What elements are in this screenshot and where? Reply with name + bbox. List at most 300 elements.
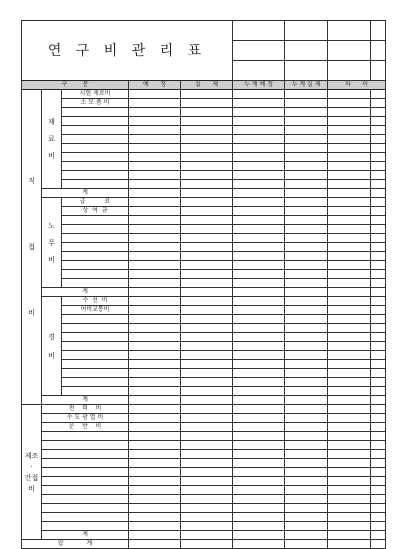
value-cell[interactable]: [328, 540, 371, 549]
item-cell[interactable]: [62, 333, 129, 342]
value-cell[interactable]: [181, 441, 233, 450]
value-cell[interactable]: [285, 540, 328, 549]
value-cell[interactable]: [371, 99, 386, 108]
value-cell[interactable]: [181, 531, 233, 540]
value-cell[interactable]: [371, 90, 386, 99]
approval-cell[interactable]: [233, 41, 285, 61]
value-cell[interactable]: [129, 171, 181, 180]
approval-cell[interactable]: [285, 41, 328, 61]
value-cell[interactable]: [371, 180, 386, 189]
value-cell[interactable]: [285, 513, 328, 522]
value-cell[interactable]: [371, 189, 386, 198]
value-cell[interactable]: [285, 504, 328, 513]
value-cell[interactable]: [328, 432, 371, 441]
approval-cell[interactable]: [328, 21, 371, 41]
value-cell[interactable]: [285, 378, 328, 387]
item-cell[interactable]: [62, 261, 129, 270]
value-cell[interactable]: [371, 387, 386, 396]
value-cell[interactable]: [328, 216, 371, 225]
value-cell[interactable]: [328, 414, 371, 423]
value-cell[interactable]: [371, 306, 386, 315]
value-cell[interactable]: [129, 144, 181, 153]
value-cell[interactable]: [285, 477, 328, 486]
value-cell[interactable]: [285, 144, 328, 153]
value-cell[interactable]: [233, 261, 285, 270]
value-cell[interactable]: [285, 342, 328, 351]
value-cell[interactable]: [233, 225, 285, 234]
value-cell[interactable]: [181, 369, 233, 378]
value-cell[interactable]: [233, 522, 285, 531]
value-cell[interactable]: [233, 360, 285, 369]
value-cell[interactable]: [181, 225, 233, 234]
value-cell[interactable]: [233, 423, 285, 432]
value-cell[interactable]: [371, 369, 386, 378]
value-cell[interactable]: [181, 477, 233, 486]
item-cell[interactable]: [62, 324, 129, 333]
value-cell[interactable]: [129, 396, 181, 405]
value-cell[interactable]: [129, 153, 181, 162]
value-cell[interactable]: [285, 189, 328, 198]
value-cell[interactable]: [129, 387, 181, 396]
value-cell[interactable]: [181, 180, 233, 189]
value-cell[interactable]: [181, 108, 233, 117]
value-cell[interactable]: [371, 144, 386, 153]
value-cell[interactable]: [285, 261, 328, 270]
value-cell[interactable]: [285, 387, 328, 396]
value-cell[interactable]: [285, 324, 328, 333]
value-cell[interactable]: [371, 126, 386, 135]
value-cell[interactable]: [233, 207, 285, 216]
value-cell[interactable]: [371, 108, 386, 117]
value-cell[interactable]: [181, 243, 233, 252]
value-cell[interactable]: [371, 198, 386, 207]
value-cell[interactable]: [328, 423, 371, 432]
value-cell[interactable]: [181, 522, 233, 531]
value-cell[interactable]: [371, 495, 386, 504]
value-cell[interactable]: [371, 432, 386, 441]
value-cell[interactable]: [233, 306, 285, 315]
value-cell[interactable]: [181, 423, 233, 432]
value-cell[interactable]: [129, 162, 181, 171]
value-cell[interactable]: [328, 369, 371, 378]
value-cell[interactable]: [129, 441, 181, 450]
value-cell[interactable]: [328, 378, 371, 387]
value-cell[interactable]: [285, 99, 328, 108]
value-cell[interactable]: [233, 243, 285, 252]
item-cell[interactable]: [62, 279, 129, 288]
value-cell[interactable]: [371, 252, 386, 261]
value-cell[interactable]: [285, 468, 328, 477]
value-cell[interactable]: [181, 333, 233, 342]
value-cell[interactable]: [233, 126, 285, 135]
value-cell[interactable]: [371, 279, 386, 288]
value-cell[interactable]: [233, 279, 285, 288]
value-cell[interactable]: [285, 216, 328, 225]
value-cell[interactable]: [129, 504, 181, 513]
value-cell[interactable]: [233, 450, 285, 459]
value-cell[interactable]: [328, 477, 371, 486]
value-cell[interactable]: [181, 90, 233, 99]
value-cell[interactable]: [328, 405, 371, 414]
value-cell[interactable]: [328, 459, 371, 468]
value-cell[interactable]: [129, 117, 181, 126]
value-cell[interactable]: [371, 171, 386, 180]
value-cell[interactable]: [285, 414, 328, 423]
item-cell[interactable]: [62, 216, 129, 225]
value-cell[interactable]: [181, 468, 233, 477]
item-cell[interactable]: [62, 360, 129, 369]
value-cell[interactable]: [233, 468, 285, 477]
value-cell[interactable]: [233, 297, 285, 306]
value-cell[interactable]: [181, 504, 233, 513]
value-cell[interactable]: [328, 198, 371, 207]
value-cell[interactable]: [129, 486, 181, 495]
value-cell[interactable]: [371, 162, 386, 171]
value-cell[interactable]: [233, 162, 285, 171]
value-cell[interactable]: [328, 234, 371, 243]
value-cell[interactable]: [181, 99, 233, 108]
value-cell[interactable]: [285, 297, 328, 306]
value-cell[interactable]: [371, 351, 386, 360]
value-cell[interactable]: [233, 216, 285, 225]
value-cell[interactable]: [181, 495, 233, 504]
value-cell[interactable]: [371, 459, 386, 468]
value-cell[interactable]: [371, 117, 386, 126]
value-cell[interactable]: [328, 306, 371, 315]
approval-cell[interactable]: [285, 61, 328, 81]
value-cell[interactable]: [129, 468, 181, 477]
value-cell[interactable]: [233, 315, 285, 324]
value-cell[interactable]: [181, 306, 233, 315]
value-cell[interactable]: [285, 153, 328, 162]
item-cell[interactable]: [42, 495, 129, 504]
value-cell[interactable]: [328, 252, 371, 261]
value-cell[interactable]: [233, 333, 285, 342]
value-cell[interactable]: [233, 270, 285, 279]
value-cell[interactable]: [181, 252, 233, 261]
value-cell[interactable]: [181, 387, 233, 396]
value-cell[interactable]: [129, 270, 181, 279]
value-cell[interactable]: [285, 441, 328, 450]
value-cell[interactable]: [328, 171, 371, 180]
value-cell[interactable]: [233, 90, 285, 99]
item-cell[interactable]: [62, 342, 129, 351]
value-cell[interactable]: [285, 180, 328, 189]
value-cell[interactable]: [129, 432, 181, 441]
item-cell[interactable]: [62, 117, 129, 126]
value-cell[interactable]: [371, 333, 386, 342]
value-cell[interactable]: [328, 144, 371, 153]
value-cell[interactable]: [129, 324, 181, 333]
value-cell[interactable]: [285, 333, 328, 342]
value-cell[interactable]: [371, 243, 386, 252]
value-cell[interactable]: [371, 423, 386, 432]
value-cell[interactable]: [233, 477, 285, 486]
value-cell[interactable]: [285, 531, 328, 540]
value-cell[interactable]: [233, 486, 285, 495]
value-cell[interactable]: [371, 225, 386, 234]
item-cell[interactable]: [62, 252, 129, 261]
value-cell[interactable]: [371, 360, 386, 369]
value-cell[interactable]: [233, 171, 285, 180]
value-cell[interactable]: [129, 189, 181, 198]
value-cell[interactable]: [371, 378, 386, 387]
value-cell[interactable]: [181, 189, 233, 198]
value-cell[interactable]: [285, 279, 328, 288]
value-cell[interactable]: [181, 450, 233, 459]
value-cell[interactable]: [328, 126, 371, 135]
value-cell[interactable]: [181, 540, 233, 549]
value-cell[interactable]: [129, 513, 181, 522]
value-cell[interactable]: [328, 504, 371, 513]
value-cell[interactable]: [181, 396, 233, 405]
value-cell[interactable]: [181, 261, 233, 270]
value-cell[interactable]: [181, 288, 233, 297]
value-cell[interactable]: [371, 405, 386, 414]
value-cell[interactable]: [285, 171, 328, 180]
value-cell[interactable]: [129, 261, 181, 270]
value-cell[interactable]: [181, 162, 233, 171]
value-cell[interactable]: [233, 189, 285, 198]
value-cell[interactable]: [181, 135, 233, 144]
value-cell[interactable]: [285, 369, 328, 378]
value-cell[interactable]: [328, 513, 371, 522]
value-cell[interactable]: [233, 108, 285, 117]
value-cell[interactable]: [233, 198, 285, 207]
value-cell[interactable]: [285, 252, 328, 261]
item-cell[interactable]: [42, 468, 129, 477]
item-cell[interactable]: [42, 477, 129, 486]
value-cell[interactable]: [233, 342, 285, 351]
value-cell[interactable]: [129, 216, 181, 225]
value-cell[interactable]: [129, 279, 181, 288]
value-cell[interactable]: [285, 459, 328, 468]
item-cell[interactable]: [62, 369, 129, 378]
approval-cell[interactable]: [328, 61, 371, 81]
value-cell[interactable]: [371, 315, 386, 324]
value-cell[interactable]: [129, 243, 181, 252]
value-cell[interactable]: [181, 216, 233, 225]
value-cell[interactable]: [328, 261, 371, 270]
value-cell[interactable]: [328, 243, 371, 252]
value-cell[interactable]: [233, 432, 285, 441]
value-cell[interactable]: [233, 135, 285, 144]
value-cell[interactable]: [233, 531, 285, 540]
value-cell[interactable]: [233, 441, 285, 450]
item-cell[interactable]: [62, 171, 129, 180]
item-cell[interactable]: [62, 126, 129, 135]
item-cell[interactable]: [62, 243, 129, 252]
value-cell[interactable]: [129, 126, 181, 135]
value-cell[interactable]: [328, 117, 371, 126]
value-cell[interactable]: [285, 432, 328, 441]
value-cell[interactable]: [233, 396, 285, 405]
value-cell[interactable]: [371, 153, 386, 162]
value-cell[interactable]: [129, 99, 181, 108]
value-cell[interactable]: [328, 387, 371, 396]
value-cell[interactable]: [233, 369, 285, 378]
item-cell[interactable]: [62, 153, 129, 162]
value-cell[interactable]: [371, 270, 386, 279]
value-cell[interactable]: [371, 234, 386, 243]
value-cell[interactable]: [129, 252, 181, 261]
value-cell[interactable]: [328, 288, 371, 297]
value-cell[interactable]: [181, 513, 233, 522]
value-cell[interactable]: [181, 207, 233, 216]
value-cell[interactable]: [285, 315, 328, 324]
value-cell[interactable]: [129, 234, 181, 243]
value-cell[interactable]: [328, 495, 371, 504]
approval-cell[interactable]: [371, 41, 386, 61]
value-cell[interactable]: [285, 243, 328, 252]
value-cell[interactable]: [181, 360, 233, 369]
item-cell[interactable]: [42, 486, 129, 495]
value-cell[interactable]: [371, 540, 386, 549]
value-cell[interactable]: [328, 441, 371, 450]
value-cell[interactable]: [129, 306, 181, 315]
value-cell[interactable]: [328, 522, 371, 531]
value-cell[interactable]: [233, 288, 285, 297]
value-cell[interactable]: [328, 450, 371, 459]
value-cell[interactable]: [285, 108, 328, 117]
value-cell[interactable]: [181, 171, 233, 180]
approval-cell[interactable]: [233, 21, 285, 41]
value-cell[interactable]: [129, 495, 181, 504]
item-cell[interactable]: [62, 387, 129, 396]
value-cell[interactable]: [181, 279, 233, 288]
value-cell[interactable]: [129, 369, 181, 378]
value-cell[interactable]: [285, 270, 328, 279]
value-cell[interactable]: [233, 180, 285, 189]
value-cell[interactable]: [328, 180, 371, 189]
value-cell[interactable]: [129, 405, 181, 414]
value-cell[interactable]: [233, 144, 285, 153]
value-cell[interactable]: [371, 531, 386, 540]
value-cell[interactable]: [285, 306, 328, 315]
value-cell[interactable]: [233, 459, 285, 468]
value-cell[interactable]: [371, 504, 386, 513]
value-cell[interactable]: [285, 126, 328, 135]
value-cell[interactable]: [328, 297, 371, 306]
value-cell[interactable]: [285, 225, 328, 234]
value-cell[interactable]: [129, 477, 181, 486]
value-cell[interactable]: [328, 207, 371, 216]
value-cell[interactable]: [328, 360, 371, 369]
item-cell[interactable]: [62, 180, 129, 189]
value-cell[interactable]: [285, 117, 328, 126]
value-cell[interactable]: [371, 261, 386, 270]
value-cell[interactable]: [233, 324, 285, 333]
item-cell[interactable]: [62, 162, 129, 171]
value-cell[interactable]: [328, 351, 371, 360]
value-cell[interactable]: [328, 531, 371, 540]
value-cell[interactable]: [285, 198, 328, 207]
value-cell[interactable]: [328, 468, 371, 477]
value-cell[interactable]: [129, 108, 181, 117]
value-cell[interactable]: [371, 486, 386, 495]
value-cell[interactable]: [233, 414, 285, 423]
value-cell[interactable]: [129, 198, 181, 207]
approval-cell[interactable]: [371, 21, 386, 41]
value-cell[interactable]: [371, 135, 386, 144]
value-cell[interactable]: [129, 522, 181, 531]
value-cell[interactable]: [328, 108, 371, 117]
value-cell[interactable]: [371, 288, 386, 297]
value-cell[interactable]: [328, 135, 371, 144]
value-cell[interactable]: [129, 333, 181, 342]
value-cell[interactable]: [129, 225, 181, 234]
value-cell[interactable]: [129, 351, 181, 360]
value-cell[interactable]: [233, 387, 285, 396]
approval-cell[interactable]: [285, 21, 328, 41]
value-cell[interactable]: [129, 360, 181, 369]
value-cell[interactable]: [328, 333, 371, 342]
value-cell[interactable]: [328, 279, 371, 288]
value-cell[interactable]: [371, 396, 386, 405]
value-cell[interactable]: [371, 450, 386, 459]
item-cell[interactable]: [62, 315, 129, 324]
value-cell[interactable]: [181, 117, 233, 126]
value-cell[interactable]: [285, 396, 328, 405]
value-cell[interactable]: [328, 225, 371, 234]
value-cell[interactable]: [371, 477, 386, 486]
value-cell[interactable]: [285, 486, 328, 495]
item-cell[interactable]: [62, 270, 129, 279]
value-cell[interactable]: [285, 90, 328, 99]
value-cell[interactable]: [129, 180, 181, 189]
value-cell[interactable]: [328, 486, 371, 495]
value-cell[interactable]: [233, 153, 285, 162]
value-cell[interactable]: [285, 234, 328, 243]
value-cell[interactable]: [129, 135, 181, 144]
value-cell[interactable]: [233, 378, 285, 387]
value-cell[interactable]: [233, 495, 285, 504]
value-cell[interactable]: [328, 324, 371, 333]
value-cell[interactable]: [371, 522, 386, 531]
value-cell[interactable]: [233, 99, 285, 108]
value-cell[interactable]: [181, 297, 233, 306]
value-cell[interactable]: [181, 234, 233, 243]
value-cell[interactable]: [328, 189, 371, 198]
value-cell[interactable]: [328, 396, 371, 405]
value-cell[interactable]: [371, 468, 386, 477]
value-cell[interactable]: [181, 486, 233, 495]
value-cell[interactable]: [285, 405, 328, 414]
item-cell[interactable]: [62, 135, 129, 144]
value-cell[interactable]: [181, 153, 233, 162]
value-cell[interactable]: [233, 234, 285, 243]
item-cell[interactable]: [42, 441, 129, 450]
value-cell[interactable]: [181, 144, 233, 153]
item-cell[interactable]: [42, 459, 129, 468]
value-cell[interactable]: [129, 450, 181, 459]
value-cell[interactable]: [371, 297, 386, 306]
item-cell[interactable]: [42, 432, 129, 441]
value-cell[interactable]: [371, 216, 386, 225]
value-cell[interactable]: [181, 324, 233, 333]
value-cell[interactable]: [328, 162, 371, 171]
value-cell[interactable]: [129, 378, 181, 387]
value-cell[interactable]: [129, 414, 181, 423]
item-cell[interactable]: [62, 108, 129, 117]
value-cell[interactable]: [233, 513, 285, 522]
value-cell[interactable]: [285, 522, 328, 531]
value-cell[interactable]: [129, 315, 181, 324]
item-cell[interactable]: [42, 450, 129, 459]
value-cell[interactable]: [371, 324, 386, 333]
value-cell[interactable]: [181, 432, 233, 441]
item-cell[interactable]: [42, 504, 129, 513]
